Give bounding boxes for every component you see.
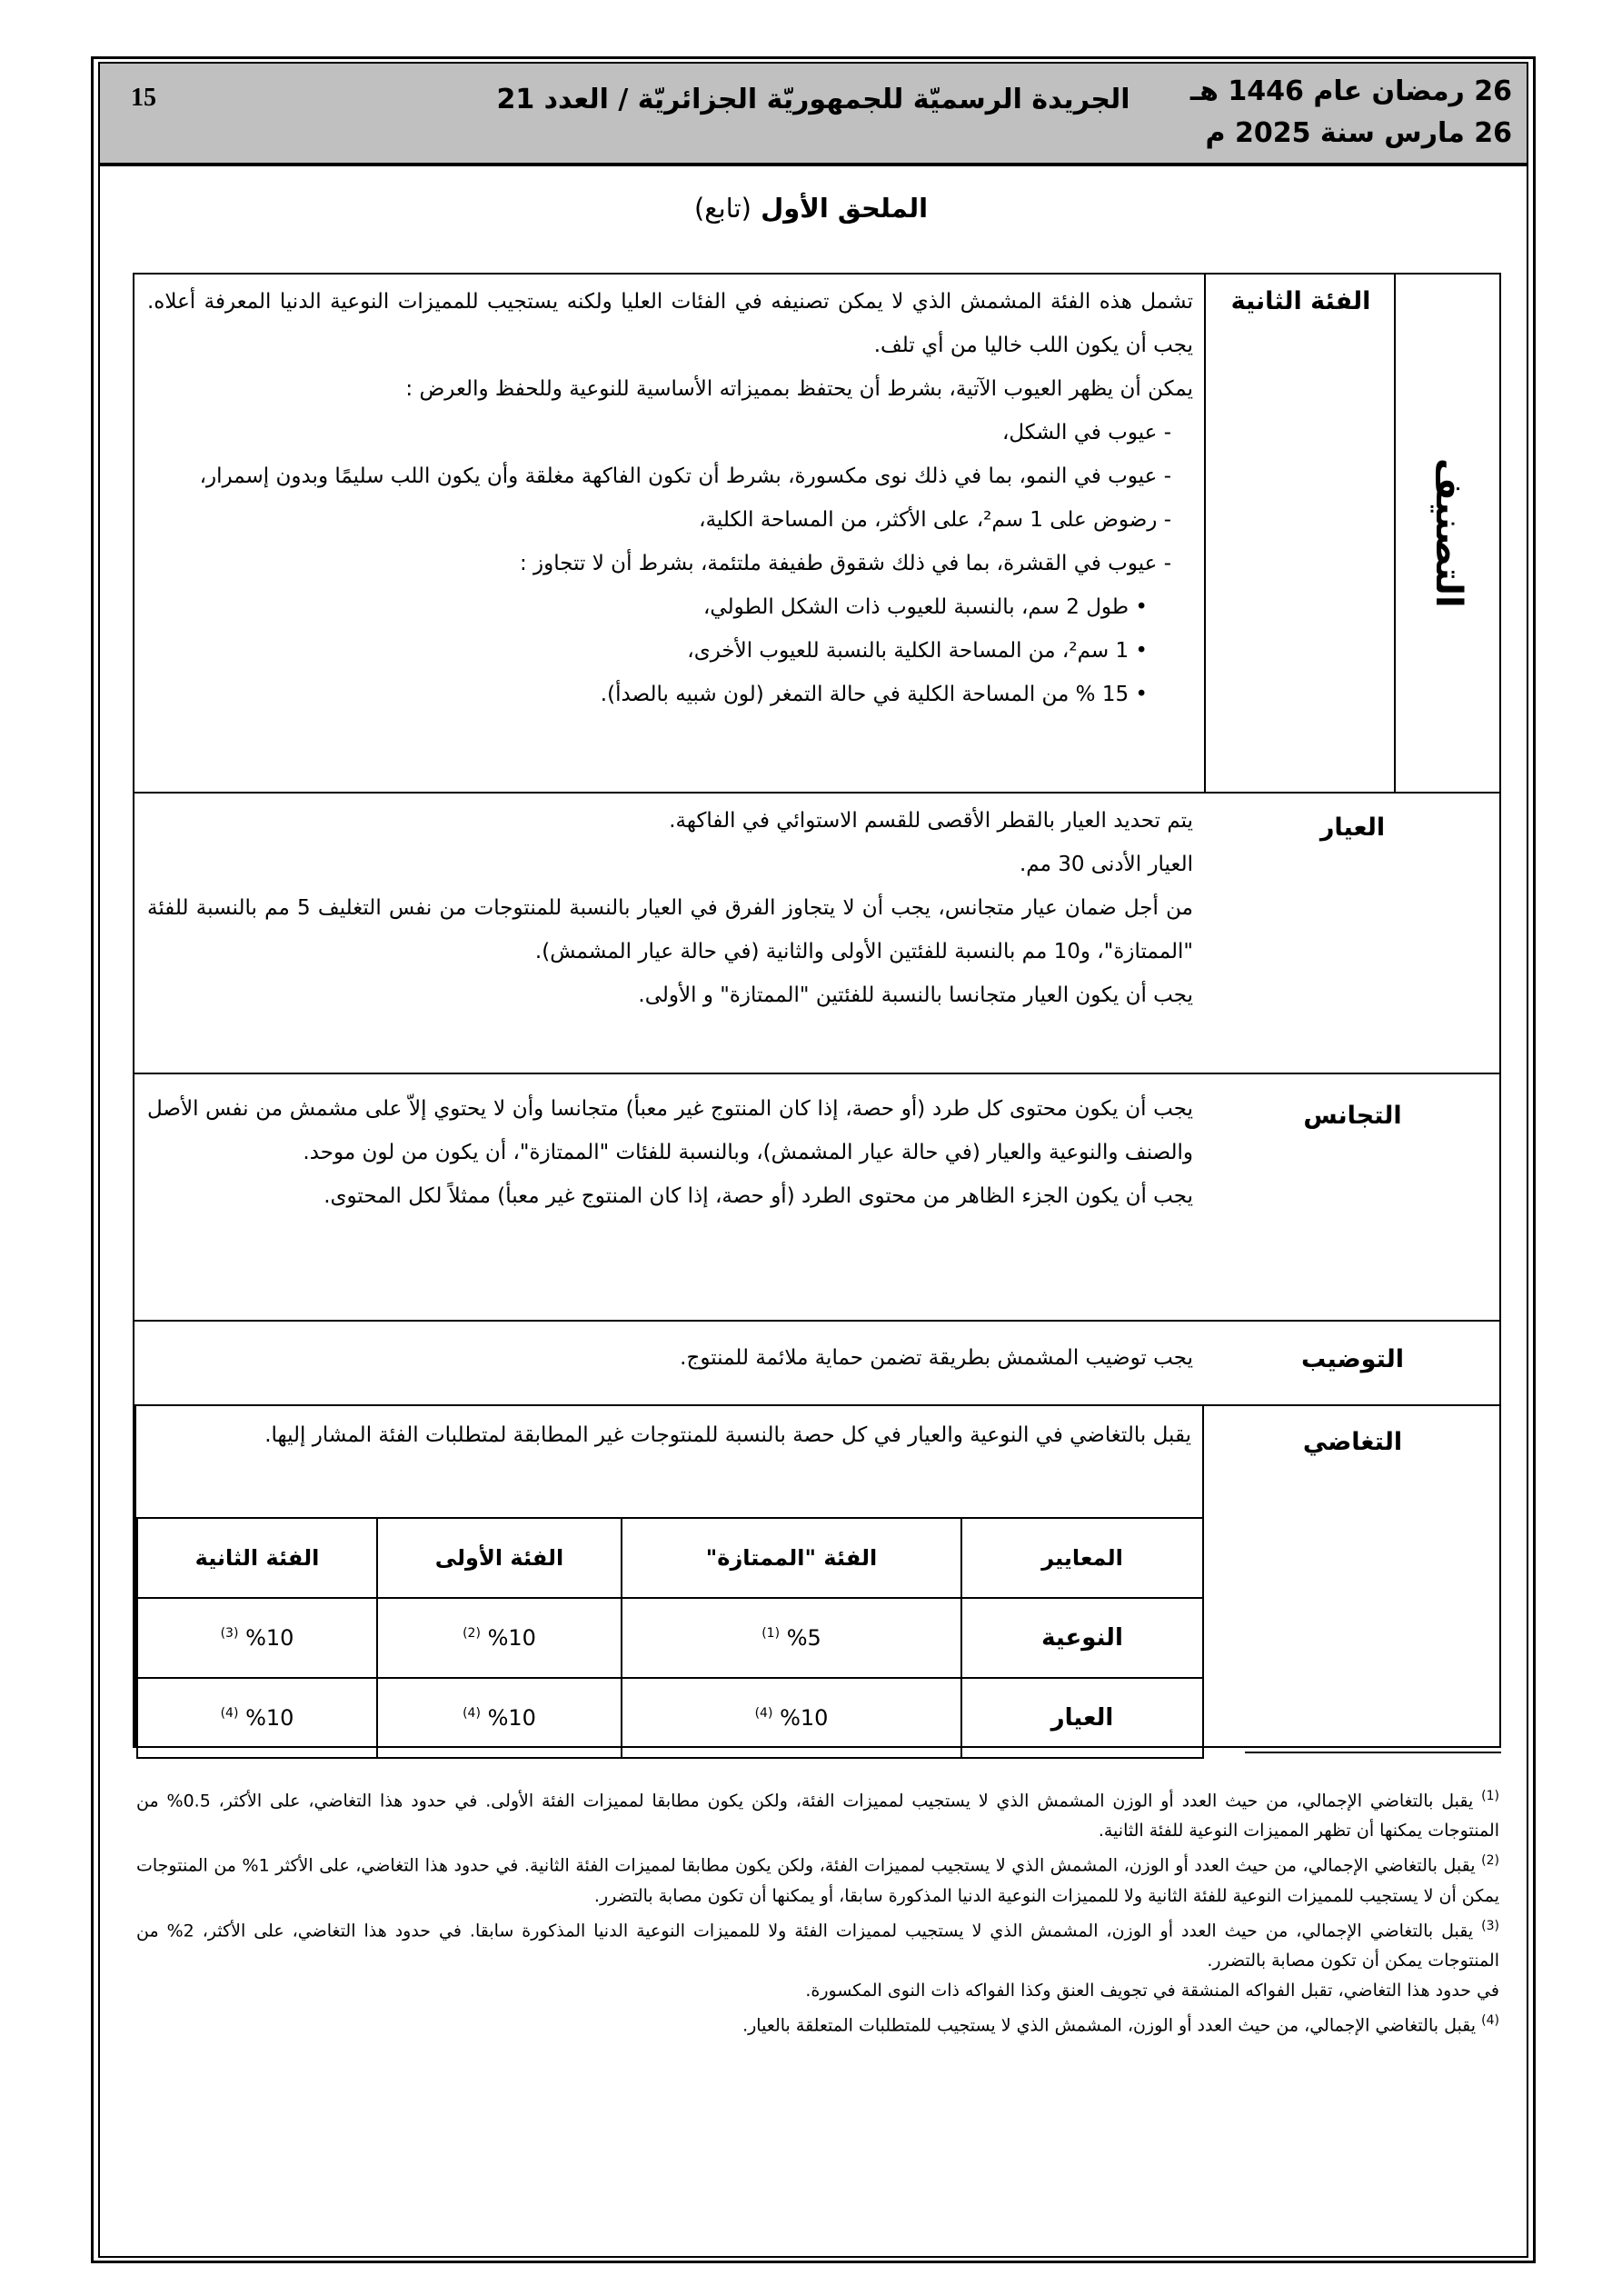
label-uniformity: التجانس [1204, 1074, 1501, 1322]
footnote-ref: (1) [761, 1626, 781, 1641]
footnote-text: يقبل بالتغاضي الإجمالي، من حيث العدد أو الوزن، المشمش الذي لا يستجيب لمميزات الفئة، ولكن يكون مطابقا لمميزات الفئة الثانية. في حدود هذا التغاضي، على الأكثر 1% من المنتوجات يمكن أن لا يستجيب للمميزات النوعية للفئة الثانية ولا للمميزات النوعية الدنيا المذكورة سابقا، أو يمكنها أن تكون مصابة بالتضرر. [136, 1855, 1499, 1906]
tolerance-cell [137, 1598, 377, 1678]
hijri-date: 26 رمضان عام 1446 هـ [1189, 75, 1512, 107]
tolerance-header-row [137, 1518, 1203, 1598]
footnote-mark: (1) [1481, 1789, 1499, 1803]
specification-table [133, 273, 1501, 1748]
uniformity-paragraph: يجب أن يكون محتوى كل طرد (أو حصة، إذا كان المنتوج غير معبأ) متجانسا وأن لا يحتوي إلاّ على مشمش من نفس الأصل والصنف والنوعية والعيار (في حالة عيار المشمش)، وبالنسبة للفئات "الممتازة"، أن يكون من لون موحد. [147, 1097, 1193, 1164]
uniformity-paragraph: يجب أن يكون الجزء الظاهر من محتوى الطرد (أو حصة، إذا كان المنتوج غير معبأ) ممثلاً لكل المحتوى. [323, 1184, 1193, 1208]
tolerance-cell [377, 1598, 622, 1678]
uniformity-content [134, 1074, 1204, 1322]
footnote-ref: (2) [463, 1626, 481, 1641]
label-sizing: العيار [1204, 794, 1501, 1074]
tolerance-table [136, 1517, 1204, 1759]
footnote-mark: (2) [1481, 1853, 1500, 1869]
footnote-text: يقبل بالتغاضي الإجمالي، من حيث العدد أو الوزن، المشمش الذي لا يستجيب لمميزات الفئة ولا للمميزات النوعية الدنيا المذكورة سابقا. في حدود هذا التغاضي، على الأكثر، 2% من المنتوجات يمكن أن تكون مصابة بالتضرر. [136, 1920, 1499, 1971]
column-header-criteria: المعايير [961, 1518, 1203, 1598]
table-row [137, 1678, 1203, 1758]
footnote-ref: (4) [463, 1706, 481, 1721]
footnote-text: يقبل بالتغاضي الإجمالي، من حيث العدد أو الوزن المشمش الذي لا يستجيب لمميزات الفئة، ولكن يكون مطابقا لمميزات الفئة الأولى. في حدود هذا التغاضي، على الأكثر، 0.5% من المنتوجات يمكنها أن تظهر المميزات النوعية للفئة الثانية. [136, 1791, 1499, 1842]
tolerance-value: %10 [780, 1705, 829, 1731]
gazette-title: الجريدة الرسميّة للجمهوريّة الجزائريّة / العدد 21 [496, 84, 1130, 115]
sizing-content [134, 794, 1204, 1074]
table-row [137, 1598, 1203, 1678]
column-header-first: الفئة الأولى [377, 1518, 622, 1598]
page-header [100, 64, 1527, 166]
footnote-mark: (4) [1481, 2012, 1499, 2028]
tolerance-value: %10 [245, 1625, 294, 1651]
defect-item: - رضوض على 1 سم²، على الأكثر، من المساحة الكلية، [699, 508, 1171, 532]
tolerance-value: %10 [487, 1625, 536, 1651]
footnote-divider [1245, 1752, 1501, 1753]
footnote-ref: (3) [220, 1626, 239, 1641]
section-cell-classification [1394, 275, 1501, 794]
footnote [136, 2006, 1499, 2041]
tolerance-value: %10 [487, 1705, 536, 1731]
footnote [136, 1846, 1499, 1911]
tolerance-cell [137, 1678, 377, 1758]
criterion-sizing: العيار [961, 1678, 1203, 1758]
footnote-text: في حدود هذا التغاضي، تقبل الفواكه المنشقة في تجويف العنق وكذا الفواكه ذات النوى المكسورة. [805, 1980, 1499, 2001]
tolerance-cell [622, 1678, 961, 1758]
footnote [136, 1912, 1499, 1976]
column-header-second: الفئة الثانية [137, 1518, 377, 1598]
criterion-quality: النوعية [961, 1598, 1203, 1678]
footnote [136, 1976, 1499, 2006]
packaging-content [134, 1322, 1204, 1406]
tolerance-content [134, 1406, 1204, 1746]
classification-intro: تشمل هذه الفئة المشمش الذي لا يمكن تصنيفه في الفئات العليا ولكنه يستجيب للمميزات النوعية الدنيا المعرفة أعلاه. يجب أن يكون اللب خاليا من أي تلف. [147, 290, 1193, 357]
footnote-ref: (4) [220, 1706, 239, 1721]
classification-content [134, 275, 1204, 794]
sizing-paragraph: من أجل ضمان عيار متجانس، يجب أن لا يتجاوز الفرق في العيار بالنسبة للمنتوجات من نفس التغليف 5 مم بالنسبة للفئة "الممتازة"، و10 مم بالنسبة للفئتين الأولى والثانية (في حالة عيار المشمش). [147, 896, 1193, 963]
column-header-extra: الفئة "الممتازة" [622, 1518, 961, 1598]
sizing-paragraph: يجب أن يكون العيار متجانسا بالنسبة للفئتين "الممتازة" و الأولى. [638, 983, 1193, 1007]
footnote-text: يقبل بالتغاضي الإجمالي، من حيث العدد أو الوزن، المشمش الذي لا يستجيب للمتطلبات المتعلقة بالعيار. [742, 2015, 1477, 2036]
footnote-mark: (3) [1481, 1918, 1500, 1933]
defect-item: - عيوب في النمو، بما في ذلك نوى مكسورة، بشرط أن تكون الفاكهة مغلقة وأن يكون اللب سليمًا وبدون إسمرار، [199, 464, 1171, 488]
defect-item: - عيوب في الشكل، [1001, 421, 1171, 444]
tolerance-cell [377, 1678, 622, 1758]
footnotes [136, 1782, 1499, 2041]
limit-bullet: • طول 2 سم، بالنسبة للعيوب ذات الشكل الطولي، [702, 595, 1148, 619]
tolerance-value: %5 [786, 1625, 821, 1651]
tolerance-value: %10 [245, 1705, 294, 1731]
sizing-paragraph: يتم تحديد العيار بالقطر الأقصى للقسم الاستوائي في الفاكهة. [669, 809, 1193, 833]
annex-suffix: (تابع) [693, 193, 751, 224]
category-label-second: الفئة الثانية [1204, 275, 1396, 794]
tolerance-text: يقبل بالتغاضي في النوعية والعيار في كل حصة بالنسبة للمنتوجات غير المطابقة لمتطلبات الفئة المشار إليها. [264, 1423, 1191, 1447]
label-tolerance: التغاضي [1302, 1428, 1403, 1456]
defect-item: - عيوب في القشرة، بما في ذلك شقوق طفيفة ملتئمة، بشرط أن لا تتجاوز : [519, 552, 1171, 575]
footnote [136, 1782, 1499, 1846]
section-label-classification: التصنيف [1428, 458, 1469, 608]
page-number: 15 [131, 84, 156, 112]
classification-defects-intro: يمكن أن يظهر العيوب الآتية، بشرط أن يحتفظ بمميزاته الأساسية للنوعية وللحفظ والعرض : [405, 377, 1193, 401]
tolerance-cell [622, 1598, 961, 1678]
packaging-text: يجب توضيب المشمش بطريقة تضمن حماية ملائمة للمنتوج. [680, 1346, 1193, 1370]
limit-bullet: • 1 سم²، من المساحة الكلية بالنسبة للعيوب الأخرى، [687, 639, 1148, 663]
label-packaging: التوضيب [1204, 1322, 1501, 1406]
limit-bullet: • 15 % من المساحة الكلية في حالة التمغر (لون شبيه بالصدأ). [600, 683, 1148, 706]
gregorian-date: 26 مارس سنة 2025 م [1205, 117, 1512, 149]
annex-title [0, 193, 1622, 224]
sizing-paragraph: العيار الأدنى 30 مم. [1019, 853, 1193, 876]
footnote-ref: (4) [754, 1706, 773, 1721]
annex-title-text: الملحق الأول [761, 193, 929, 224]
